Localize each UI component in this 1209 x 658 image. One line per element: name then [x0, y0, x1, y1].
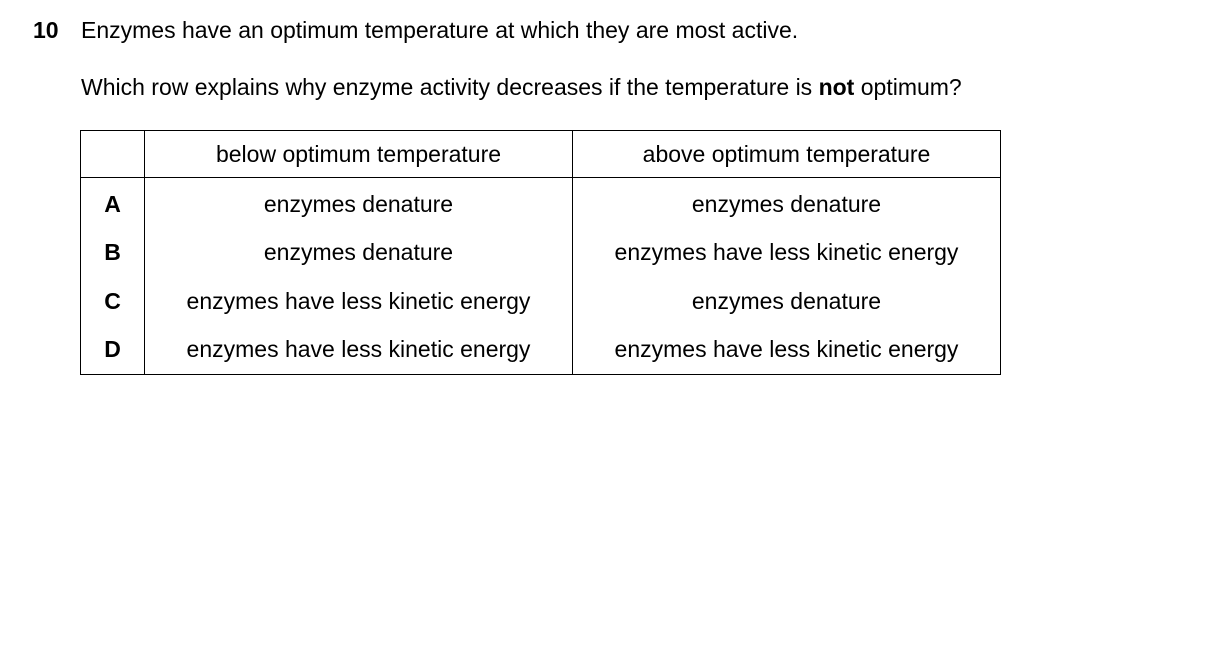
table-row-d[interactable] — [81, 326, 1001, 375]
below-optimum-cell: enzymes have less kinetic energy — [145, 277, 573, 326]
table-header-row — [81, 131, 1001, 178]
question-number: 10 — [33, 17, 59, 43]
prompt-text-end: optimum? — [854, 74, 962, 100]
header-option-letter — [81, 131, 145, 178]
above-optimum-cell: enzymes denature — [573, 178, 1001, 229]
question-stem: Enzymes have an optimum temperature at which they are most active. — [81, 17, 799, 43]
prompt-text-start: Which row explains why enzyme activity decreases if the temperature is — [81, 74, 819, 100]
table-row-b[interactable] — [81, 229, 1001, 278]
option-letter: D — [81, 326, 145, 375]
option-letter: B — [81, 229, 145, 278]
header-above-optimum: above optimum temperature — [573, 131, 1001, 178]
option-letter: A — [81, 178, 145, 229]
answer-table — [80, 130, 1001, 375]
header-below-optimum: below optimum temperature — [145, 131, 573, 178]
above-optimum-cell: enzymes have less kinetic energy — [573, 229, 1001, 278]
below-optimum-cell: enzymes denature — [145, 178, 573, 229]
option-letter: C — [81, 277, 145, 326]
above-optimum-cell: enzymes denature — [573, 277, 1001, 326]
question-prompt — [81, 74, 962, 100]
table-row-c[interactable] — [81, 277, 1001, 326]
below-optimum-cell: enzymes denature — [145, 229, 573, 278]
above-optimum-cell: enzymes have less kinetic energy — [573, 326, 1001, 375]
table-row-a[interactable] — [81, 178, 1001, 229]
prompt-emphasis: not — [818, 74, 855, 100]
below-optimum-cell: enzymes have less kinetic energy — [145, 326, 573, 375]
